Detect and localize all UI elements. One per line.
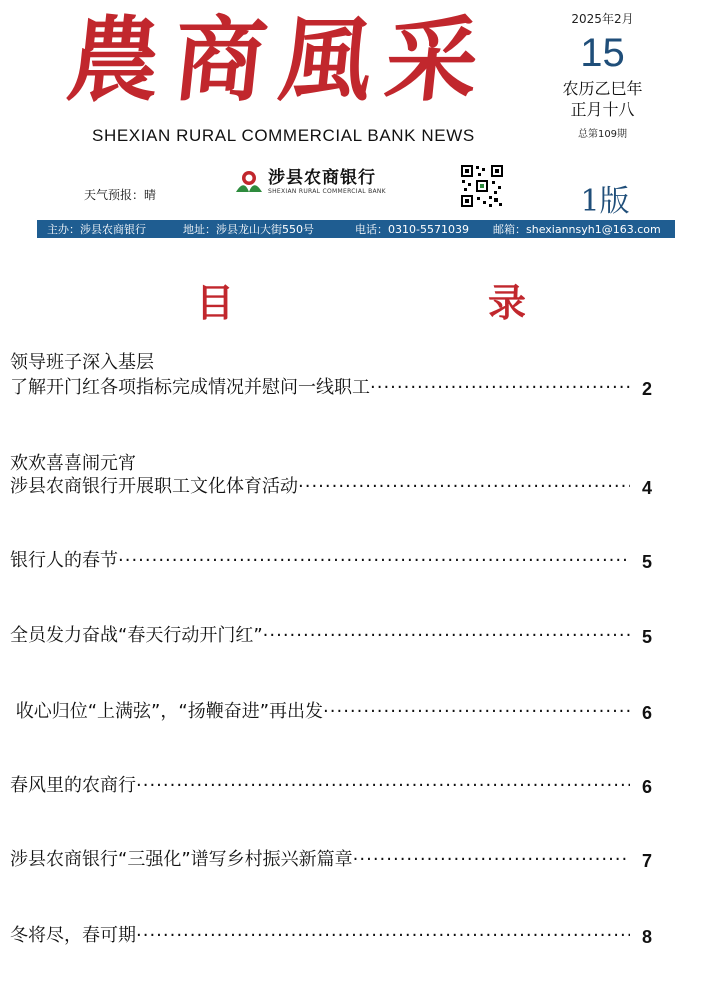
toc-entry-4-page: 5 bbox=[641, 627, 652, 647]
toc-entry-3-page: 5 bbox=[641, 552, 652, 572]
toc-entry-5-title: 收心归位“上满弦”，“扬鞭奋进”再出发 ····· bbox=[10, 699, 630, 725]
toc-heading-right: 录 bbox=[488, 280, 527, 325]
lunar-day: 正月十八 bbox=[570, 100, 635, 119]
toc-entry-3-title: 银行人的春节 ····· bbox=[10, 548, 630, 574]
masthead-title: 農商風采 bbox=[62, 6, 498, 114]
toc-entry-6-page: 6 bbox=[641, 777, 652, 797]
toc-entry-3[interactable] bbox=[10, 548, 652, 574]
weather-forecast: 天气预报：晴 bbox=[84, 188, 157, 202]
date-block bbox=[540, 10, 665, 140]
toc-entry-1[interactable] bbox=[10, 375, 652, 401]
issue-total: 总第109期 bbox=[577, 129, 628, 140]
toc-heading-left: 目 bbox=[196, 280, 235, 325]
toc-entry-2-pretitle: 欢欢喜喜闹元宵 bbox=[10, 453, 136, 474]
toc-entry-8-title: 冬将尽，春可期 ····· bbox=[10, 923, 630, 949]
page-edition: 1版 bbox=[580, 184, 630, 219]
toc-entry-1-pretitle: 领导班子深入基层 bbox=[10, 352, 154, 373]
bank-logo-cn: 涉县农商银行 bbox=[268, 167, 376, 188]
bank-logo bbox=[234, 166, 386, 196]
toc-entry-1-page: 2 bbox=[641, 379, 652, 399]
toc-entry-6[interactable] bbox=[10, 773, 652, 799]
info-email: 邮箱：shexiannsyh1@163.com bbox=[493, 223, 661, 236]
toc-entry-6-title: 春风里的农商行 ····· bbox=[10, 773, 630, 799]
toc-entry-4-title: 全员发力奋战“春天行动开门红” ····· bbox=[10, 623, 630, 649]
lunar-year: 农历乙巳年 bbox=[562, 79, 643, 98]
bank-logo-icon bbox=[234, 166, 264, 196]
date-day: 15 bbox=[580, 31, 625, 75]
info-host: 主办：涉县农商银行 bbox=[47, 223, 146, 236]
toc-entry-4[interactable] bbox=[10, 623, 652, 649]
toc-entry-2[interactable] bbox=[10, 474, 652, 500]
date-month: 2025年2月 bbox=[571, 12, 634, 26]
toc-entry-2-title: 涉县农商银行开展职工文化体育活动 ····· bbox=[10, 474, 630, 500]
info-phone: 电话：0310-5571039 bbox=[355, 223, 469, 236]
toc-entry-7[interactable] bbox=[10, 847, 652, 873]
toc-entry-5-page: 6 bbox=[641, 703, 652, 723]
toc-entry-8[interactable] bbox=[10, 923, 652, 949]
qr-code-icon bbox=[460, 164, 504, 208]
toc-entry-7-page: 7 bbox=[641, 851, 652, 871]
toc-entry-1-title: 了解开门红各项指标完成情况并慰问一线职工 ····· bbox=[10, 375, 630, 401]
bank-logo-en: SHEXIAN RURAL COMMERCIAL BANK bbox=[268, 187, 386, 195]
toc-entry-8-page: 8 bbox=[641, 927, 652, 947]
toc-entry-2-page: 4 bbox=[641, 478, 652, 498]
masthead-english-name: SHEXIAN RURAL COMMERCIAL BANK NEWS bbox=[92, 126, 475, 145]
toc-entry-5[interactable] bbox=[10, 699, 652, 725]
info-address: 地址：涉县龙山大街550号 bbox=[183, 223, 314, 236]
info-bar bbox=[37, 220, 675, 238]
toc-entry-7-title: 涉县农商银行“三强化”谱写乡村振兴新篇章 ····· bbox=[10, 847, 630, 873]
